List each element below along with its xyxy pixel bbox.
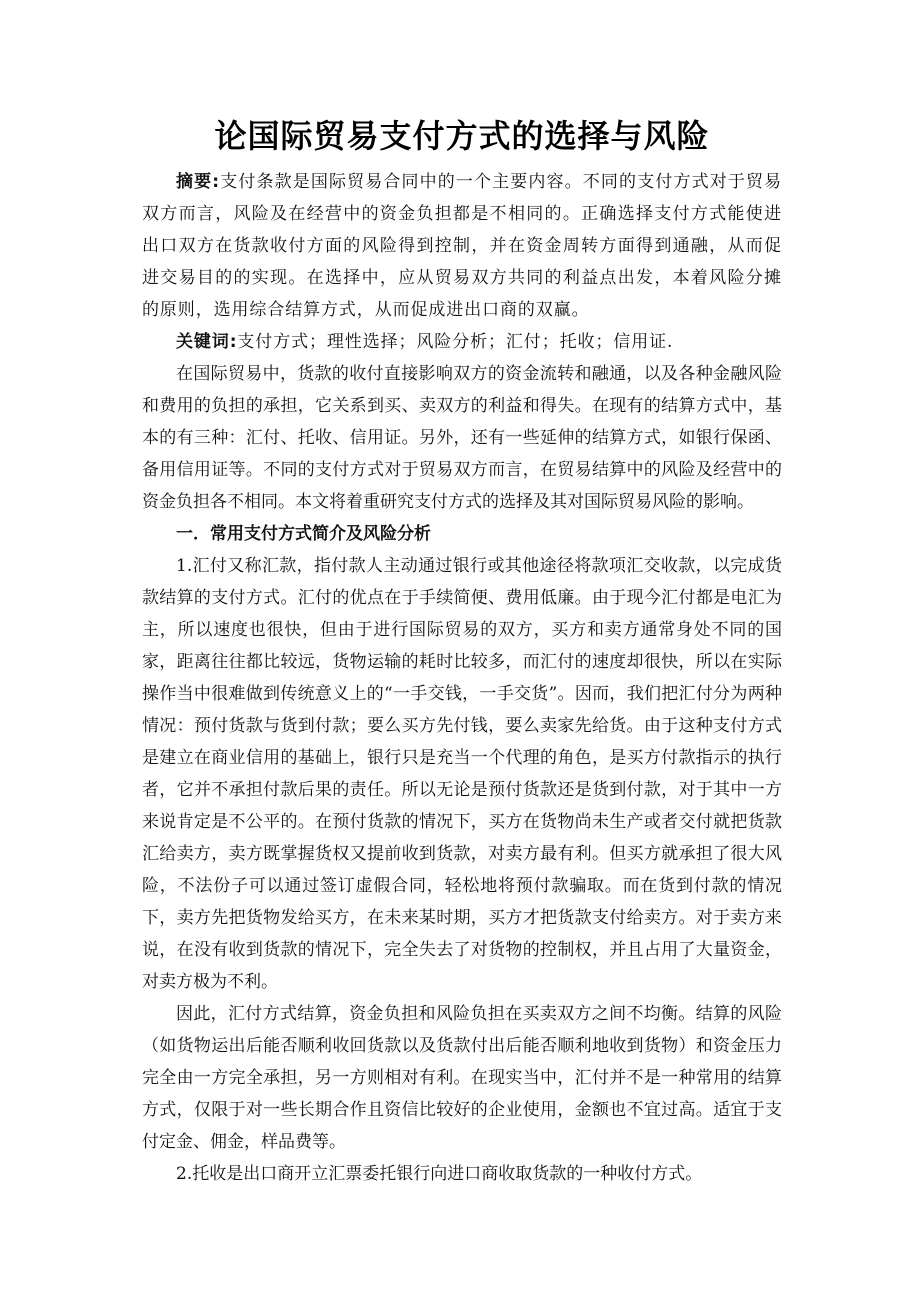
abstract-paragraph	[142, 166, 782, 326]
document-page	[142, 112, 782, 1190]
intro-paragraph: 在国际贸易中，货款的收付直接影响双方的资金流转和融通，以及各种金融风险和费用的负担的承担，它关系到买、卖双方的利益和得失。在现有的结算方式中，基本的有三种：汇付、托收、信用证。另外，还有一些延伸的结算方式，如银行保函、备用信用证等。不同的支付方式对于贸易双方而言，在贸易结算中的风险及经营中的资金负担各不相同。本文将着重研究支付方式的选择及其对国际贸易风险的影响。	[142, 364, 782, 512]
abstract-text: 支付条款是国际贸易合同中的一个主要内容。不同的支付方式对于贸易双方而言，风险及在经营中的资金负担都是不相同的。正确选择支付方式能使进出口双方在货款收付方面的风险得到控制，并在资金周转方面得到通融，从而促进交易目的的实现。在选择中，应从贸易双方共同的利益点出发，本着风险分摊的原则，选用综合结算方式，从而促成进出口商的双赢。	[142, 172, 783, 320]
body-paragraph-remittance: 1.汇付又称汇款，指付款人主动通过银行或其他途径将款项汇交收款，以完成货款结算的支付方式。汇付的优点在于手续简便、费用低廉。由于现今汇付都是电汇为主，所以速度也很快，但由于进行国际贸易的双方，买方和卖方通常身处不同的国家，距离往往都比较远，货物运输的耗时比较多，而汇付的速度却很快，所以在实际操作当中很难做到传统意义上的“一手交钱，一手交货”。因而，我们把汇付分为两种情况：预付货款与货到付款；要么买方先付钱，要么卖家先给货。由于这种支付方式是建立在商业信用的基础上，银行只是充当一个代理的角色，是买方付款指示的执行者，它并不承担付款后果的责任。所以无论是预付货款还是货到付款，对于其中一方来说肯定是不公平的。在预付货款的情况下，买方在货物尚未生产或者交付就把货款汇给卖方，卖方既掌握货权又提前收到货款，对卖方最有利。但买方就承担了很大风险，不法份子可以通过签订虚假合同，轻松地将预付款骗取。而在货到付款的情况下，卖方先把货物发给买方，在未来某时期，买方才把货款支付给卖方。对于卖方来说，在没有收到货款的情况下，完全失去了对货物的控制权，并且占用了大量资金，对卖方极为不利。	[142, 556, 782, 992]
keywords-label: 关键词:	[176, 332, 238, 352]
section-heading-1: 一．常用支付方式简介及风险分析	[176, 524, 431, 544]
paper-title: 论国际贸易支付方式的选择与风险	[214, 117, 710, 155]
keywords-text: 支付方式；理性选择；风险分析；汇付；托收；信用证.	[237, 332, 674, 352]
body-paragraph-collection: 2.托收是出口商开立汇票委托银行向进口商收取货款的一种收付方式。	[176, 1164, 703, 1184]
keywords-paragraph	[142, 326, 782, 358]
body-paragraph-remittance-summary: 因此，汇付方式结算，资金负担和风险负担在买卖双方之间不均衡。结算的风险（如货物运出后能否顺利收回货款以及货款付出后能否顺利地收到货物）和资金压力完全由一方完全承担，另一方则相对有利。在现实当中，汇付并不是一种常用的结算方式，仅限于对一些长期合作且资信比较好的企业使用，金额也不宜过高。适宜于支付定金、佣金，样品费等。	[142, 1004, 782, 1152]
abstract-label: 摘要:	[176, 172, 220, 192]
